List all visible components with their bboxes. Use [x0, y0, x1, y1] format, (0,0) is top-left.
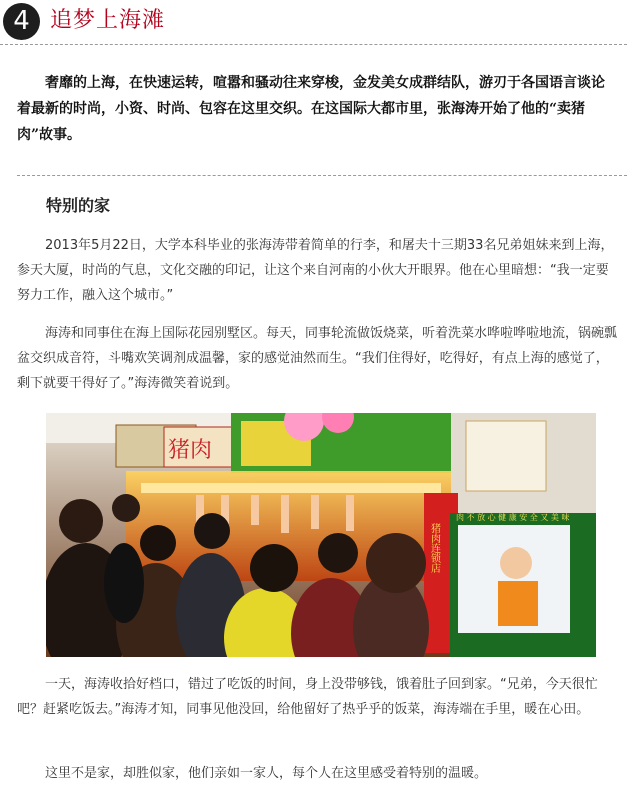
- body-paragraph-2: 海涛和同事住在海上国际花园别墅区。每天，同事轮流做饭烧菜，听着洗菜水哗啦哗啦地流，锅碗瓢盆交织成音符，斗嘴欢笑调剂成温馨，家的感觉油然而生。“我们住得好，吃得好，有点上海的感觉了，剩下就要干得好了。”海涛微笑着说到。: [17, 326, 618, 391]
- section-title: 追梦上海滩: [50, 8, 166, 33]
- header-divider: [0, 44, 627, 45]
- intro-paragraph: 奢靡的上海，在快速运转，喧嚣和骚动往来穿梭，金发美女成群结队，游刃于各国语言谈论着最新的时尚，小资、时尚、包容在这里交织。在这国际大都市里，张海涛开始了他的“卖猪肉”故事。: [17, 75, 605, 143]
- photo-banner-bottom: 肉 不 放 心 健 康 安 全 又 美 味: [456, 513, 570, 522]
- section-header: [0, 0, 627, 45]
- photo-banner-right: 猪肉连锁店: [428, 523, 440, 573]
- subsection-title: 特别的家: [46, 196, 111, 215]
- section-number-badge: 4: [3, 3, 40, 40]
- photo-stall-sign: 猪肉: [168, 438, 213, 463]
- article-photo: [46, 413, 596, 657]
- body-paragraph-1: 2013年5月22日，大学本科毕业的张海涛带着简单的行李，和屠夫十三期33名兄弟姐妹来到上海，参天大厦，时尚的气息，文化交融的印记，让这个来自河南的小伙大开眼界。他在心里暗想：“我一定要努力工作，融入这个城市。”: [17, 238, 614, 303]
- body-paragraph-4: 这里不是家，却胜似家，他们亲如一家人，每个人在这里感受着特别的温暖。: [45, 766, 488, 781]
- intro-divider: [17, 175, 627, 176]
- body-paragraph-3: 一天，海涛收拾好档口，错过了吃饭的时间，身上没带够钱，饿着肚子回到家。“兄弟，今天很忙吧？赶紧吃饭去。”海涛才知，同事见他没回，给他留好了热乎乎的饭菜，海涛端在手里，暖在心田。: [17, 677, 598, 717]
